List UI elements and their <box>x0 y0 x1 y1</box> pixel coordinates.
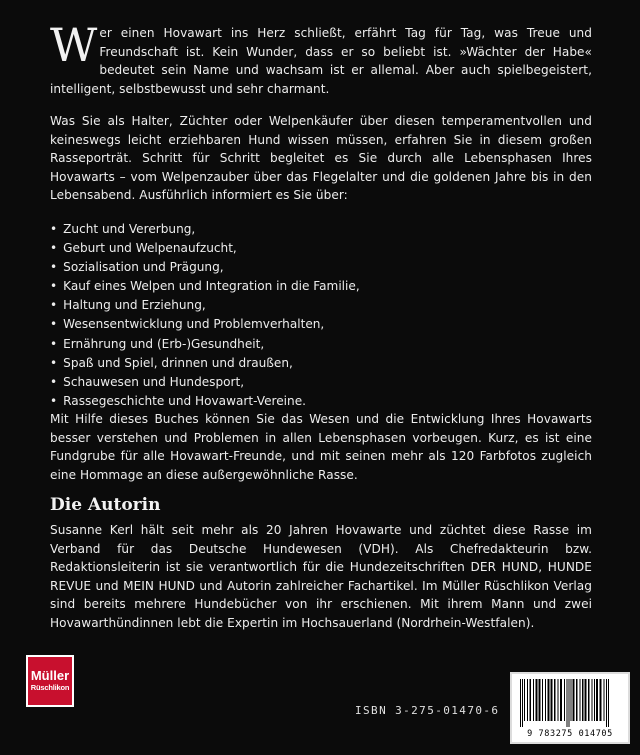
topic-list-item: • Ernährung und (Erb-)Gesundheit, <box>50 335 550 354</box>
summary-paragraph: Mit Hilfe dieses Buches können Sie das Wesen und die Entwicklung Ihres Hovawarts besser verstehen und Problemen in allen Lebensphasen vorbeugen. Kurz, es ist eine Fundgrube für alle Hovawart-Freunde, und mit seinen mehr als 120 Farbfotos zugleich eine Hommage an diese außergewöhnliche Rasse. <box>50 412 592 482</box>
topic-list-item: • Kauf eines Welpen und Integration in die Familie, <box>50 277 550 296</box>
isbn-number: ISBN 3-275-01470-6 <box>355 704 500 717</box>
description-paragraph: Was Sie als Halter, Züchter oder Welpenkäufer über diesen temperamentvollen und keineswegs leicht erziehbaren Hund wissen müssen, erfahren Sie in diesem großen Rasseporträt. Schritt für Schritt begleitet es Sie durch alle Lebensphasen Ihres Hovawarts – vom Welpenzauber über das Flegelalter und die goldenen Jahre bis in den Lebensabend. Ausführlich informiert es Sie über: <box>50 114 592 203</box>
drop-cap: W <box>50 18 98 72</box>
barcode-bars <box>518 679 626 727</box>
author-heading: Die Autorin <box>50 495 161 515</box>
intro-paragraph <box>50 18 592 98</box>
topic-list-item: • Wesensentwicklung und Problemverhalten, <box>50 315 550 334</box>
barcode-digits: 9 783275 014705 <box>527 729 613 739</box>
topic-list-item: • Schauwesen und Hundesport, <box>50 373 550 392</box>
author-bio: Susanne Kerl hält seit mehr als 20 Jahren Hovawarte und züchtet diese Rasse im Verband für das Deutsche Hundewesen (VDH). Als Chefredakteurin bzw. Redaktionsleiterin ist sie verantwortlich für die Hundezeitschriften DER HUND, HUNDE REVUE und MEIN HUND und Autorin zahlreicher Fachartikel. Im Müller Rüschlikon Verlag sind bereits mehrere Hundebücher von ihr erschienen. Mit ihrem Mann und zwei Hovawarthündinnen lebt die Expertin im Hochsauerland (Nordrhein-Westfalen). <box>50 523 592 630</box>
intro-text: er einen Hovawart ins Herz schließt, erfährt Tag für Tag, was Treue und Freundschaft ist. Kein Wunder, dass er so beliebt ist. »Wächter der Habe« bedeutet sein Name und wachsam ist er allemal. Aber auch spielbegeistert, intelligent, selbstbewusst und sehr charmant. <box>50 26 592 96</box>
topic-list-item: • Haltung und Erziehung, <box>50 296 550 315</box>
publisher-logo-line2: Rüschlikon <box>30 683 70 692</box>
publisher-logo <box>26 655 74 707</box>
topic-list-item: • Zucht und Vererbung, <box>50 220 550 239</box>
barcode <box>510 672 630 744</box>
topic-list-item: • Sozialisation und Prägung, <box>50 258 550 277</box>
topic-list-item: • Rassegeschichte und Hovawart-Vereine. <box>50 392 550 411</box>
publisher-logo-line1: Müller <box>30 668 70 683</box>
topic-list <box>50 220 550 411</box>
topic-list-item: • Geburt und Welpenaufzucht, <box>50 239 550 258</box>
topic-list-item: • Spaß und Spiel, drinnen und draußen, <box>50 354 550 373</box>
